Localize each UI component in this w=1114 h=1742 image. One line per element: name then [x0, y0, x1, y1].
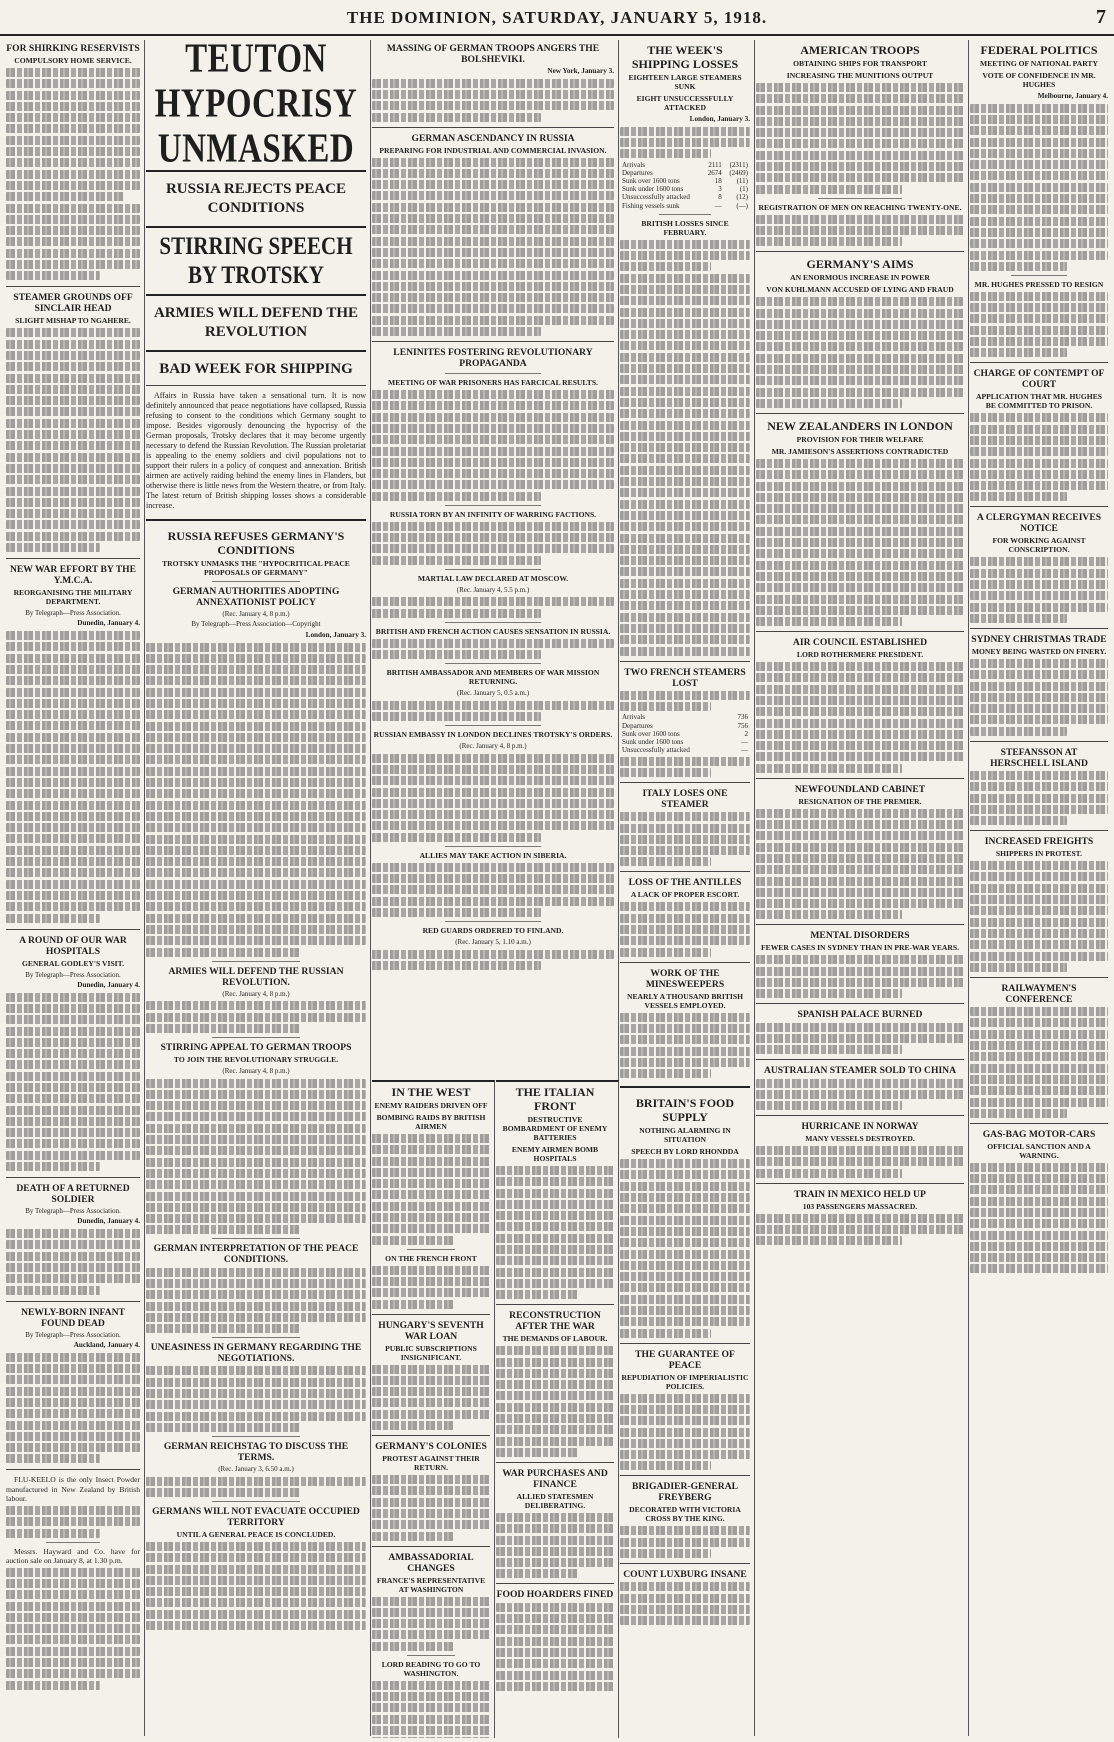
dateline: Melbourne, January 4. — [1037, 92, 1108, 100]
article-ymca — [6, 564, 140, 923]
subheadline: OFFICIAL SANCTION AND A WARNING. — [987, 1141, 1091, 1160]
subheadline: SLIGHT MISHAP TO NGAHERE. — [15, 316, 131, 326]
headline: RECONSTRUCTION AFTER THE WAR — [509, 1310, 601, 1333]
table-row — [620, 722, 750, 730]
row-value: (2311) — [729, 160, 748, 169]
subheadline: PROTEST AGAINST THEIR RETURN. — [382, 1454, 480, 1473]
masthead-title: THE DOMINION, SATURDAY, JANUARY 5, 1918. — [346, 8, 768, 27]
headline: AMBASSADORIAL CHANGES — [388, 1551, 474, 1574]
subheadline: RED GUARDS ORDERED TO FINLAND. — [422, 925, 564, 935]
subheadline: MR. HUGHES PRESSED TO RESIGN — [974, 279, 1104, 289]
headline: SYDNEY CHRISTMAS TRADE — [971, 633, 1107, 645]
headline: MENTAL DISORDERS — [810, 930, 910, 942]
subheadline: RUSSIAN EMBASSY IN LONDON DECLINES TROTSKY'S ORDERS. — [373, 729, 613, 739]
rec-time: (Rec. January 5, 1.10 a.m.) — [455, 937, 531, 946]
lead-deck-3: ARMIES WILL DEFEND THE REVOLUTION — [153, 305, 359, 340]
row-label: Sunk over 1600 tons — [622, 177, 680, 185]
dateline: Auckland, January 4. — [73, 1341, 140, 1350]
headline: WORK OF THE MINESWEEPERS — [645, 967, 725, 990]
rec-time: (Rec. January 3, 6.50 a.m.) — [218, 1464, 294, 1473]
subheadline: BOMBING RAIDS BY BRITISH AIRMEN — [376, 1113, 486, 1131]
italian-front-section — [496, 1080, 619, 1738]
subheadline: LORD READING TO GO TO WASHINGTON. — [381, 1659, 481, 1678]
subheadline: ENEMY RAIDERS DRIVEN OFF — [374, 1101, 488, 1110]
headline: NEWFOUNDLAND CABINET — [794, 783, 926, 795]
subheadline: MEETING OF WAR PRISONERS HAS FARCICAL RESULTS. — [388, 378, 598, 388]
masthead — [0, 0, 1114, 36]
subheadline: UNTIL A GENERAL PEACE IS CONCLUDED. — [176, 1529, 336, 1539]
auction-notice: Messrs. Hayward and Co. have for auction sale on January 8, at 1.30 p.m. — [6, 1546, 140, 1565]
headline: BRIGADIER-GENERAL FREYBERG — [631, 1481, 739, 1504]
row-label: Arrivals — [622, 160, 645, 169]
subheadline: MARTIAL LAW DECLARED AT MOSCOW. — [417, 573, 569, 583]
rec-time: (Rec. January 4, 8 p.m.) — [222, 1066, 290, 1075]
headline: ITALY LOSES ONE STEAMER — [642, 788, 728, 810]
row-label: Fishing vessels sunk — [622, 201, 680, 210]
headline: CHARGE OF CONTEMPT OF COURT — [973, 368, 1105, 391]
headline: THE WEEK'S SHIPPING LOSSES — [631, 43, 739, 71]
headline: RAILWAYMEN'S CONFERENCE — [1001, 982, 1077, 1005]
subheadline: TO JOIN THE REVOLUTIONARY STRUGGLE. — [173, 1054, 339, 1064]
row-value: (1) — [739, 185, 748, 194]
subheadline: SHIPPERS IN PROTEST. — [995, 849, 1083, 859]
row-value: (11) — [736, 177, 748, 185]
headline: GERMAN INTERPRETATION OF THE PEACE CONDITIONS. — [153, 1243, 359, 1266]
headline: TWO FRENCH STEAMERS LOST — [624, 666, 746, 689]
headline: UNEASINESS IN GERMANY REGARDING THE NEGOTIATIONS. — [150, 1342, 362, 1365]
subheadline: MEETING OF NATIONAL PARTY — [980, 59, 1098, 68]
row-value: (2469) — [729, 168, 748, 177]
dateline: New York, January 3. — [547, 67, 614, 75]
lead-headline: TEUTON HYPOCRISY UNMASKED — [154, 40, 358, 172]
table-row — [620, 202, 750, 210]
dateline: Dunedin, January 4. — [77, 619, 140, 628]
row-value: — — [741, 738, 748, 746]
subheadline: 103 PASSENGERS MASSACRED. — [802, 1201, 918, 1211]
subheadline: ALLIED STATESMEN DELIBERATING. — [516, 1491, 594, 1510]
headline: STIRRING APPEAL TO GERMAN TROOPS — [160, 1041, 352, 1053]
headline: HURRICANE IN NORWAY — [801, 1121, 919, 1133]
subheadline: ENEMY AIRMEN BOMB HOSPITALS — [511, 1145, 599, 1163]
subheadline: RESIGNATION OF THE PREMIER. — [798, 796, 922, 806]
headline: GERMAN AUTHORITIES ADOPTING ANNEXATIONIST POLICY — [172, 586, 340, 608]
subheadline: PROVISION FOR THEIR WELFARE — [796, 434, 924, 444]
subheadline: REPUDIATION OF IMPERIALISTIC POLICIES. — [621, 1372, 749, 1391]
row-value: 2111 — [708, 160, 722, 169]
subheadline: NEARLY A THOUSAND BRITISH VESSELS EMPLOYED. — [627, 991, 743, 1010]
subheadline: EIGHTEEN LARGE STEAMERS SUNK — [628, 73, 742, 91]
headline: GAS-BAG MOTOR-CARS — [982, 1128, 1096, 1140]
headline: FOR SHIRKING RESERVISTS — [6, 43, 140, 54]
french-losses-table — [620, 713, 750, 754]
headline: NEWLY-BORN INFANT FOUND DEAD — [21, 1306, 125, 1329]
row-label: Sunk under 1600 tons — [622, 185, 684, 194]
dateline: London, January 3. — [305, 630, 366, 639]
row-label: Departures — [622, 168, 653, 177]
row-value: 2674 — [707, 168, 722, 177]
headline: SPANISH PALACE BURNED — [797, 1009, 923, 1021]
subheadline: MONEY BEING WASTED ON FINERY. — [971, 646, 1107, 656]
headline: STEAMER GROUNDS OFF SINCLAIR HEAD — [13, 292, 133, 315]
table-row — [620, 713, 750, 721]
subheadline: TROTSKY UNMASKS THE "HYPOCRITICAL PEACE PROPOSALS OF GERMANY" — [162, 559, 350, 577]
row-value: (—) — [736, 201, 748, 210]
headline: GERMAN REICHSTAG TO DISCUSS THE TERMS. — [163, 1440, 349, 1463]
british-losses-table — [620, 161, 750, 210]
subheadline: DESTRUCTIVE BOMBARDMENT OF ENEMY BATTERIES — [502, 1115, 608, 1142]
headline: HUNGARY'S SEVENTH WAR LOAN — [378, 1319, 484, 1342]
subheadline: A LACK OF PROPER ESCORT. — [630, 890, 740, 900]
subheadline: SPEECH BY LORD RHONDDA — [631, 1147, 739, 1157]
subheadline: THE DEMANDS OF LABOUR. — [502, 1334, 608, 1344]
byline: By Telegraph—Press Association. — [25, 608, 121, 617]
subheadline: ON THE FRENCH FRONT — [385, 1253, 477, 1263]
subheadline: REORGANISING THE MILITARY DEPARTMENT. — [13, 587, 133, 606]
section-headline: IN THE WEST — [391, 1085, 471, 1099]
headline: NEW ZEALANDERS IN LONDON — [767, 418, 953, 433]
subheadline: FOR WORKING AGAINST CONSCRIPTION. — [992, 536, 1086, 555]
headline: FEDERAL POLITICS — [980, 43, 1098, 57]
subheadline: LORD ROTHERMERE PRESIDENT. — [796, 650, 924, 660]
byline: By Telegraph—Press Association—Copyright — [191, 620, 321, 629]
table-row — [620, 177, 750, 185]
rec-time: (Rec. January 5, 0.5 a.m.) — [456, 688, 530, 697]
subheadline: OBTAINING SHIPS FOR TRANSPORT — [793, 59, 927, 68]
section-headline: THE ITALIAN FRONT — [515, 1085, 595, 1113]
row-value: (12) — [736, 193, 748, 202]
subheadline: DECORATED WITH VICTORIA CROSS BY THE KING. — [629, 1505, 741, 1524]
article-steamer-grounds — [6, 292, 140, 552]
table-row — [620, 169, 750, 177]
column-2-lead — [146, 40, 371, 1736]
news-summary: Affairs in Russia have taken a sensational turn. It is now definitely announced that peace negotiations have collapsed, Russia refusing to consent to the conditions which Germany sought to impose. Besides vigorously denouncing the hypocrisy of the German proposals, Trotsky declares that it may become urgently necessary to defend the Russian Revolution. The Russian proletariat is appealing to the enemy soldiers and civil populations not to support their rulers in a policy of conquest and annexation. British airmen are actively raiding behind the enemy lines in Flanders, but otherwise there is little news from the Western theatre, or from Italy. The latest return of British shipping losses shows a considerable increase. — [146, 391, 366, 510]
subheadline: MANY VESSELS DESTROYED. — [805, 1134, 915, 1144]
row-value: 756 — [737, 721, 748, 730]
headline: INCREASED FREIGHTS — [984, 836, 1094, 848]
row-value: — — [741, 746, 748, 755]
headline: AIR COUNCIL ESTABLISHED — [792, 637, 928, 649]
subheadline: BRITISH AMBASSADOR AND MEMBERS OF WAR MISSION RETURNING. — [386, 667, 600, 686]
row-label: Arrivals — [622, 713, 645, 722]
advertisement: FLU-KEELO is the only Insect Powder manufactured in New Zealand by British labour. — [6, 1475, 140, 1504]
headline: TRAIN IN MEXICO HELD UP — [794, 1188, 926, 1200]
subheadline: COMPULSORY HOME SERVICE. — [14, 56, 132, 65]
row-value: 8 — [718, 193, 722, 202]
lead-headline-block — [146, 40, 366, 379]
column-6 — [756, 40, 969, 1736]
row-value: 736 — [737, 713, 748, 722]
headline: STEFANSSON AT HERSCHELL ISLAND — [990, 746, 1088, 769]
page-number: 7 — [1096, 6, 1106, 28]
subheadline: INCREASING THE MUNITIONS OUTPUT — [786, 71, 934, 80]
row-value: 18 — [714, 177, 722, 185]
byline: By Telegraph—Press Association. — [25, 970, 121, 979]
headline: NEW WAR EFFORT BY THE Y.M.C.A. — [9, 563, 136, 586]
subheadline: FRANCE'S REPRESENTATIVE AT WASHINGTON — [376, 1575, 486, 1594]
article-war-hospitals — [6, 935, 140, 1172]
subheadline: NOTHING ALARMING IN SITUATION — [639, 1126, 731, 1145]
table-row — [620, 185, 750, 193]
headline: GERMANY'S AIMS — [806, 257, 914, 272]
subheadline: BRITISH AND FRENCH ACTION CAUSES SENSATION IN RUSSIA. — [375, 626, 611, 636]
headline: GERMAN ASCENDANCY IN RUSSIA — [411, 132, 575, 144]
in-the-west-section — [372, 1080, 495, 1738]
article-death-soldier — [6, 1183, 140, 1295]
subheadline: PREPARING FOR INDUSTRIAL AND COMMERCIAL INVASION. — [379, 145, 607, 155]
headline: MASSING OF GERMAN TROOPS ANGERS THE BOLSHEVIKI. — [386, 43, 600, 65]
row-label: Unsuccessfully attacked — [622, 746, 690, 755]
headline: LENINITES FOSTERING REVOLUTIONARY PROPAGANDA — [393, 347, 593, 370]
headline: A CLERGYMAN RECEIVES NOTICE — [976, 512, 1102, 535]
column-1 — [6, 40, 145, 1736]
rec-time: (Rec. January 4, 8 p.m.) — [459, 741, 527, 750]
row-label: Departures — [622, 721, 653, 730]
headline: A ROUND OF OUR WAR HOSPITALS — [19, 934, 127, 957]
table-row — [620, 738, 750, 746]
subheadline: FEWER CASES IN SYDNEY THAN IN PRE-WAR YEARS. — [760, 943, 960, 953]
row-value: — — [714, 201, 722, 210]
subheadline: RUSSIA TORN BY AN INFINITY OF WARRING FACTIONS. — [389, 509, 597, 519]
headline: GERMANS WILL NOT EVACUATE OCCUPIED TERRITORY — [152, 1505, 360, 1528]
dateline: Dunedin, January 4. — [77, 1217, 140, 1226]
row-label: Sunk over 1600 tons — [622, 729, 680, 738]
article-infant-found — [6, 1307, 140, 1464]
row-label: Unsuccessfully attacked — [622, 193, 690, 202]
headline: AUSTRALIAN STEAMER SOLD TO CHINA — [763, 1065, 957, 1077]
column-5 — [620, 40, 755, 1736]
subheadline: PUBLIC SUBSCRIPTIONS INSIGNIFICANT. — [385, 1343, 477, 1362]
headline: RUSSIA REFUSES GERMANY'S CONDITIONS — [167, 529, 345, 557]
headline: GERMANY'S COLONIES — [375, 1441, 487, 1453]
dateline: Dunedin, January 4. — [77, 980, 140, 989]
headline: AMERICAN TROOPS — [800, 43, 920, 57]
dateline: London, January 3. — [689, 115, 750, 123]
lead-deck-4: BAD WEEK FOR SHIPPING — [159, 361, 353, 377]
headline: WAR PURCHASES AND FINANCE — [502, 1467, 608, 1490]
table-row — [620, 193, 750, 201]
row-value: 3 — [718, 185, 722, 194]
rec-time: (Rec. January 4, 8 p.m.) — [222, 610, 290, 618]
headline: BRITAIN'S FOOD SUPPLY — [635, 1096, 735, 1125]
headline: FOOD HOARDERS FINED — [496, 1589, 614, 1601]
subheadline: ALLIES MAY TAKE ACTION IN SIBERIA. — [419, 850, 567, 860]
subheadline: APPLICATION THAT MR. HUGHES BE COMMITTED TO PRISON. — [975, 392, 1102, 411]
table-row — [620, 730, 750, 738]
table-row — [620, 161, 750, 169]
subheadline: EIGHT UNSUCCESSFULLY ATTACKED — [636, 94, 734, 112]
row-value: 2 — [744, 729, 748, 738]
rec-time: (Rec. January 4, 5.5 p.m.) — [456, 585, 530, 594]
lead-deck-1: RUSSIA REJECTS PEACE CONDITIONS — [165, 181, 347, 216]
byline: By Telegraph—Press Association. — [25, 1330, 121, 1339]
subheadline: VOTE OF CONFIDENCE IN MR. HUGHES — [982, 71, 1096, 89]
table-row — [620, 746, 750, 754]
subheadline: VON KUHLMANN ACCUSED OF LYING AND FRAUD — [766, 285, 954, 295]
subheadline: REGISTRATION OF MEN ON REACHING TWENTY-ONE. — [758, 202, 962, 212]
row-label: Sunk under 1600 tons — [622, 738, 684, 746]
rec-time: (Rec. January 4, 8 p.m.) — [222, 989, 290, 998]
headline: ARMIES WILL DEFEND THE RUSSIAN REVOLUTION. — [168, 965, 344, 988]
byline: By Telegraph—Press Association. — [25, 1207, 121, 1216]
subheadline: AN ENORMOUS INCREASE IN POWER — [790, 273, 930, 283]
article-shirking-reservists — [6, 43, 140, 280]
column-7 — [970, 40, 1108, 1736]
lead-deck-2: STIRRING SPEECH BY TROTSKY — [159, 231, 353, 289]
headline: COUNT LUXBURG INSANE — [623, 1568, 747, 1580]
headline: THE GUARANTEE OF PEACE — [635, 1348, 735, 1371]
subheadline: MR. JAMIESON'S ASSERTIONS CONTRADICTED — [771, 446, 949, 456]
subheadline: BRITISH LOSSES SINCE FEBRUARY. — [641, 218, 729, 237]
headline: DEATH OF A RETURNED SOLDIER — [16, 1183, 130, 1206]
headline: LOSS OF THE ANTILLES — [628, 877, 742, 889]
subheadline: GENERAL GODLEY'S VISIT. — [21, 958, 125, 968]
